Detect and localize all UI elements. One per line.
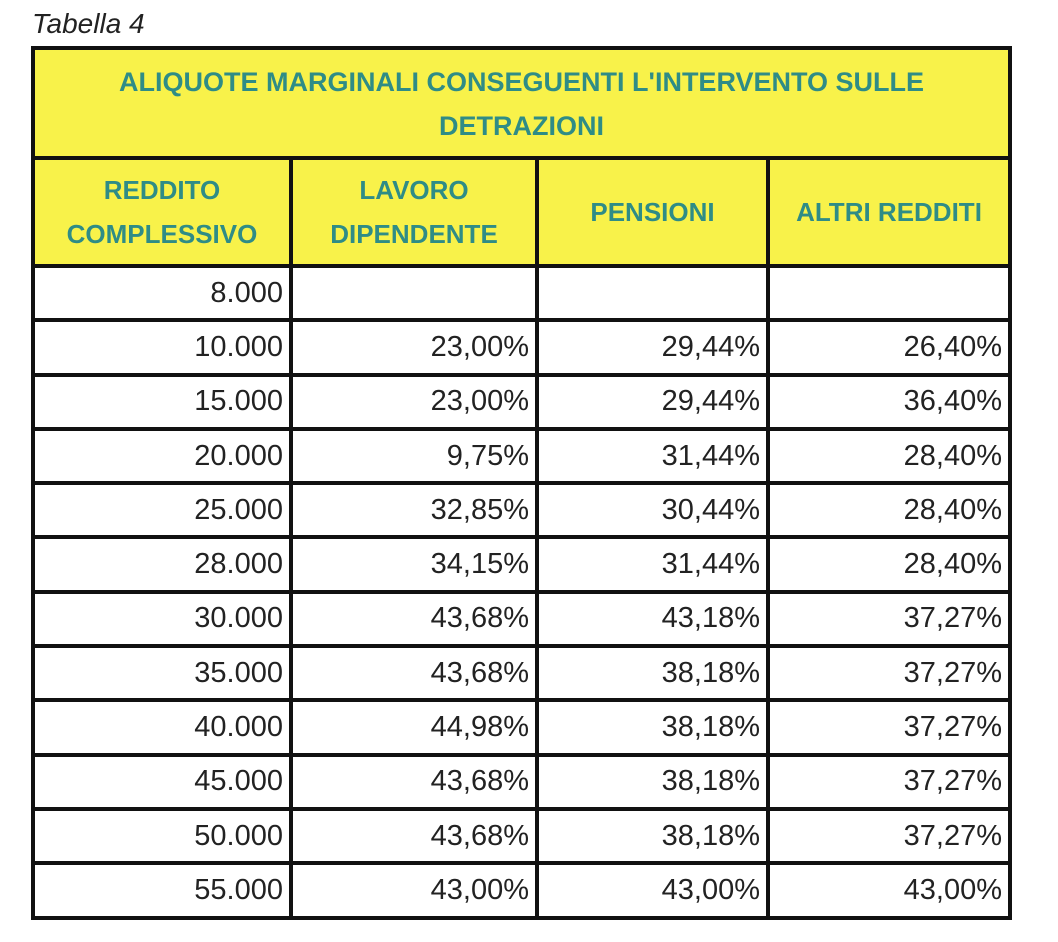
cell-reddito: 25.000 <box>33 483 291 537</box>
table-row <box>33 375 1010 429</box>
cell-altri-redditi: 37,27% <box>768 755 1010 809</box>
cell-reddito: 35.000 <box>33 646 291 700</box>
cell-lavoro-dipendente: 32,85% <box>291 483 537 537</box>
header-lavoro-dipendente: LAVORO DIPENDENTE <box>291 158 537 266</box>
cell-lavoro-dipendente: 23,00% <box>291 375 537 429</box>
cell-pensioni: 29,44% <box>537 320 768 374</box>
table-row <box>33 863 1010 917</box>
table-row <box>33 320 1010 374</box>
cell-reddito: 15.000 <box>33 375 291 429</box>
cell-lavoro-dipendente: 23,00% <box>291 320 537 374</box>
cell-pensioni: 38,18% <box>537 646 768 700</box>
cell-reddito: 30.000 <box>33 592 291 646</box>
table-row <box>33 755 1010 809</box>
cell-reddito: 20.000 <box>33 429 291 483</box>
cell-pensioni: 31,44% <box>537 429 768 483</box>
cell-pensioni: 31,44% <box>537 537 768 591</box>
marginal-rates-table <box>31 46 1012 920</box>
table-row <box>33 483 1010 537</box>
table-caption: Tabella 4 <box>32 8 145 39</box>
cell-altri-redditi: 37,27% <box>768 700 1010 754</box>
cell-altri-redditi: 28,40% <box>768 483 1010 537</box>
cell-altri-redditi <box>768 266 1010 320</box>
header-altri-redditi: ALTRI REDDITI <box>768 158 1010 266</box>
cell-pensioni: 43,18% <box>537 592 768 646</box>
table-row <box>33 809 1010 863</box>
cell-altri-redditi: 37,27% <box>768 809 1010 863</box>
cell-lavoro-dipendente: 44,98% <box>291 700 537 754</box>
cell-lavoro-dipendente: 43,68% <box>291 646 537 700</box>
table-row <box>33 429 1010 483</box>
table-row <box>33 646 1010 700</box>
table-row <box>33 266 1010 320</box>
header-reddito-complessivo: REDDITO COMPLESSIVO <box>33 158 291 266</box>
cell-altri-redditi: 28,40% <box>768 537 1010 591</box>
cell-pensioni: 38,18% <box>537 809 768 863</box>
cell-reddito: 45.000 <box>33 755 291 809</box>
header-row <box>33 158 1010 266</box>
cell-altri-redditi: 36,40% <box>768 375 1010 429</box>
table-row <box>33 700 1010 754</box>
cell-lavoro-dipendente: 43,00% <box>291 863 537 917</box>
cell-lavoro-dipendente: 43,68% <box>291 809 537 863</box>
table-row <box>33 592 1010 646</box>
cell-reddito: 8.000 <box>33 266 291 320</box>
cell-pensioni: 43,00% <box>537 863 768 917</box>
cell-pensioni: 38,18% <box>537 700 768 754</box>
cell-altri-redditi: 37,27% <box>768 646 1010 700</box>
table-title: ALIQUOTE MARGINALI CONSEGUENTI L'INTERVENTO SULLE DETRAZIONI <box>33 48 1010 158</box>
cell-altri-redditi: 37,27% <box>768 592 1010 646</box>
cell-reddito: 50.000 <box>33 809 291 863</box>
cell-altri-redditi: 28,40% <box>768 429 1010 483</box>
cell-reddito: 40.000 <box>33 700 291 754</box>
cell-lavoro-dipendente: 43,68% <box>291 755 537 809</box>
cell-pensioni: 38,18% <box>537 755 768 809</box>
table-row <box>33 537 1010 591</box>
cell-lavoro-dipendente: 34,15% <box>291 537 537 591</box>
cell-reddito: 55.000 <box>33 863 291 917</box>
cell-pensioni: 29,44% <box>537 375 768 429</box>
header-pensioni: PENSIONI <box>537 158 768 266</box>
cell-lavoro-dipendente: 43,68% <box>291 592 537 646</box>
cell-pensioni: 30,44% <box>537 483 768 537</box>
cell-reddito: 10.000 <box>33 320 291 374</box>
cell-lavoro-dipendente <box>291 266 537 320</box>
cell-reddito: 28.000 <box>33 537 291 591</box>
cell-lavoro-dipendente: 9,75% <box>291 429 537 483</box>
cell-altri-redditi: 43,00% <box>768 863 1010 917</box>
cell-altri-redditi: 26,40% <box>768 320 1010 374</box>
cell-pensioni <box>537 266 768 320</box>
